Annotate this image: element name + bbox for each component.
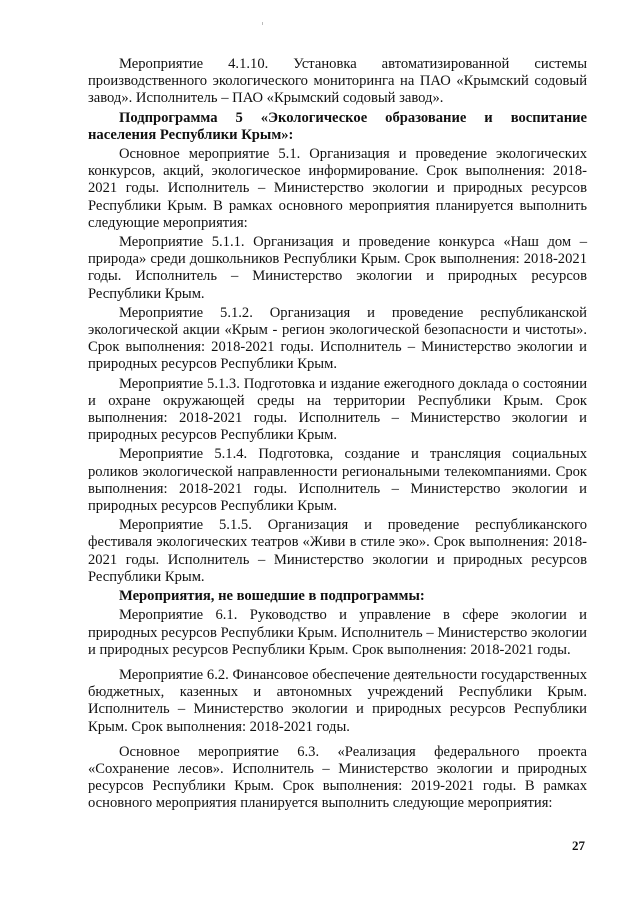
paragraph-main-measure-6-3: Основное мероприятие 6.3. «Реализация федерального проекта «Сохранение лесов». Исполнитель – Министерство экологии и природных ресурсов Республики Крым. Срок выполнения: 2019-2021 годы. В рамках основного мероприятия планируется выполнить следующие мероприятия: bbox=[88, 743, 587, 812]
scan-artifact bbox=[262, 22, 263, 25]
paragraph-measure-5-1-2: Мероприятие 5.1.2. Организация и проведение республиканской экологической акции «Крым - регион экологической безопасности и чистоты». Срок выполнения: 2018-2021 годы. Исполнитель – Министерство экологии и природных ресурсов Республики Крым. bbox=[88, 304, 587, 373]
heading-measures-outside-subprograms: Мероприятия, не вошедшие в подпрограммы: bbox=[119, 588, 425, 605]
paragraph-measure-5-1-3: Мероприятие 5.1.3. Подготовка и издание ежегодного доклада о состоянии и охране окружающей среды на территории Республики Крым. Срок выполнения: 2018-2021 годы. Исполнитель – Министерство экологии и природных ресурсов Республики Крым. bbox=[88, 375, 587, 444]
document-body bbox=[88, 56, 587, 815]
paragraph-measure-6-2: Мероприятие 6.2. Финансовое обеспечение деятельности государственных бюджетных, казенных и автономных учреждений Республики Крым. Исполнитель – Министерство экологии и природных ресурсов Республики Крым. Срок выполнения: 2018-2021 годы. bbox=[88, 666, 587, 735]
paragraph-main-measure-5-1: Основное мероприятие 5.1. Организация и проведение экологических конкурсов, акций, экологическое информирование. Срок выполнения: 2018-2021 годы. Исполнитель – Министерство экологии и природных ресурсов Республики Крым. В рамках основного мероприятия планируется выполнить следующие мероприятия: bbox=[88, 146, 587, 231]
page-number: 27 bbox=[572, 838, 585, 853]
heading-subprogram-5: Подпрограмма 5 «Экологическое образование и воспитание населения Республики Крым»: bbox=[88, 109, 587, 143]
paragraph-measure-5-1-5: Мероприятие 5.1.5. Организация и проведение республиканского фестиваля экологических театров «Живи в стиле эко». Срок выполнения: 2018-2021 годы. Исполнитель – Министерство экологии и природных ресурсов Республики Крым. bbox=[88, 517, 587, 585]
paragraph-measure-5-1-1: Мероприятие 5.1.1. Организация и проведение конкурса «Наш дом – природа» среди дошкольников Республики Крым. Срок выполнения: 2018-2021 годы. Исполнитель – Министерство экологии и природных ресурсов Республики Крым. bbox=[88, 234, 587, 302]
paragraph-measure-4-1-10: Мероприятие 4.1.10. Установка автоматизированной системы производственного экологического мониторинга на ПАО «Крымский содовый завод». Исполнитель – ПАО «Крымский содовый завод». bbox=[88, 56, 587, 107]
paragraph-measure-6-1: Мероприятие 6.1. Руководство и управление в сфере экологии и природных ресурсов Республики Крым. Исполнитель – Министерство экологии и природных ресурсов Республики Крым. Срок выполнения: 2018-2021 годы. bbox=[88, 607, 587, 658]
paragraph-measure-5-1-4: Мероприятие 5.1.4. Подготовка, создание и трансляция социальных роликов экологической направленности региональными телекомпаниями. Срок выполнения: 2018-2021 годы. Исполнитель – Министерство экологии и природных ресурсов Республики Крым. bbox=[88, 446, 587, 515]
